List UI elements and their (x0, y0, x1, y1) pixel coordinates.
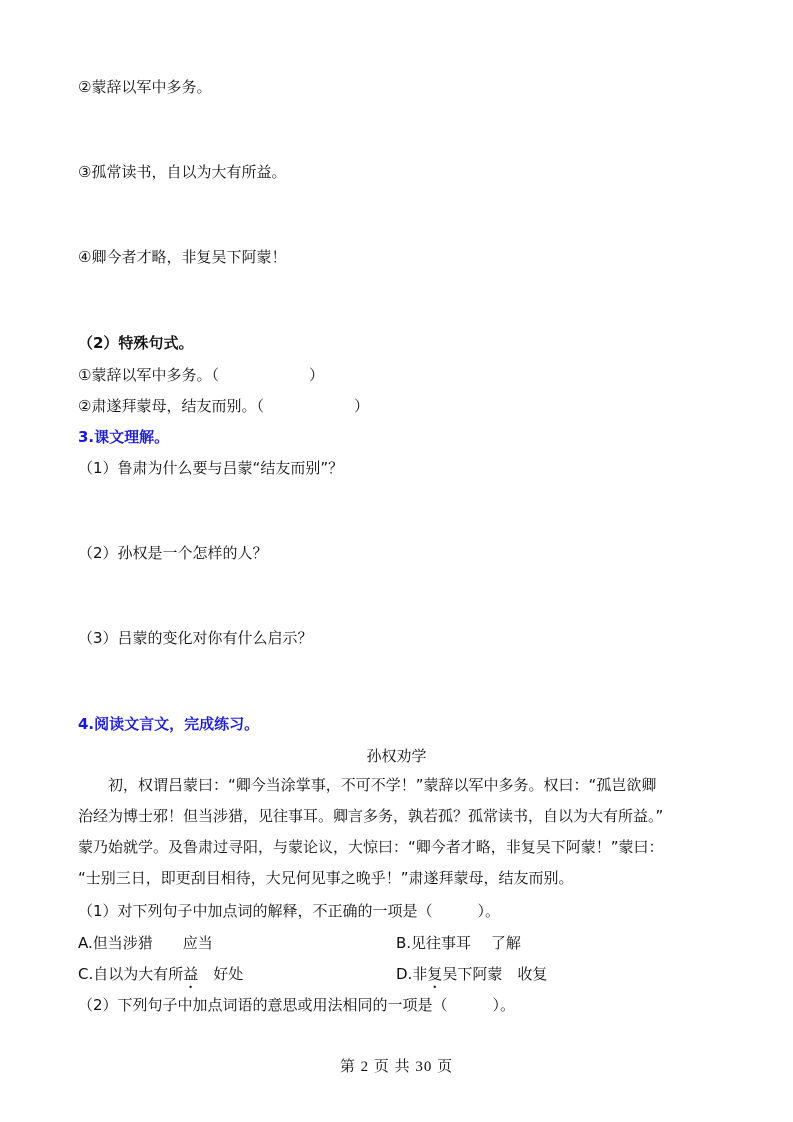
special-sentence-2: ②肃遂拜蒙母，结友而别。（ ） (78, 397, 369, 415)
option-d-dotted-word: 复 (427, 965, 443, 983)
sentence-4: ④卿今者才略，非复吴下阿蒙！ (78, 248, 287, 266)
option-d-suffix: 吴下阿蒙 收复 (442, 965, 548, 983)
option-c-suffix: 好处 (198, 965, 244, 983)
passage-row: 初，权谓吕蒙曰：“卿今当涂掌事，不可不学！”蒙辞以军中多务。权曰：“孤岂欲卿 (78, 776, 657, 794)
option-d (396, 964, 547, 992)
comprehension-question-2: （2）孙权是一个怎样的人？ (78, 544, 268, 562)
option-c-dotted-word: 益 (183, 965, 199, 983)
option-d-prefix: D.非 (396, 965, 428, 983)
reading-question-2: （2）下列句子中加点词语的意思或用法相同的一项是（ ）。 (78, 996, 516, 1014)
sentence-3: ③孤常读书，自以为大有所益。 (78, 163, 287, 181)
option-c-prefix: C.自以为大有所 (78, 965, 184, 983)
passage-text (78, 770, 718, 894)
special-sentence-heading: （2）特殊句式。 (78, 334, 194, 352)
section-3-heading: 3.课文理解。 (78, 428, 170, 446)
option-c (78, 964, 243, 992)
reading-question-1: （1）对下列句子中加点词的解释，不正确的一项是（ ）。 (78, 902, 501, 920)
sentence-2: ②蒙辞以军中多务。 (78, 78, 212, 96)
passage-title: 孙权劝学 (366, 747, 427, 765)
page-footer: 第 2 页 共 30 页 (339, 1059, 454, 1075)
passage-row: 治经为博士邪！但当涉猎，见往事耳。卿言多务，孰若孤？孤常读书，自以为大有所益。” (78, 807, 664, 825)
comprehension-question-1: （1）鲁肃为什么要与吕蒙“结友而别”？ (78, 459, 344, 477)
passage-row: “士别三日，即更刮目相待，大兄何见事之晚乎！”肃遂拜蒙母，结友而别。 (78, 869, 574, 887)
option-b: B.见往事耳 了解 (396, 934, 521, 952)
special-sentence-1: ①蒙辞以军中多务。（ ） (78, 366, 324, 384)
option-a: A.但当涉猎 应当 (78, 934, 213, 952)
comprehension-question-3: （3）吕蒙的变化对你有什么启示？ (78, 629, 313, 647)
passage-row: 蒙乃始就学。及鲁肃过寻阳，与蒙论议，大惊曰：“卿今者才略，非复吴下阿蒙！”蒙曰： (78, 838, 664, 856)
section-4-heading: 4.阅读文言文，完成练习。 (78, 715, 260, 733)
